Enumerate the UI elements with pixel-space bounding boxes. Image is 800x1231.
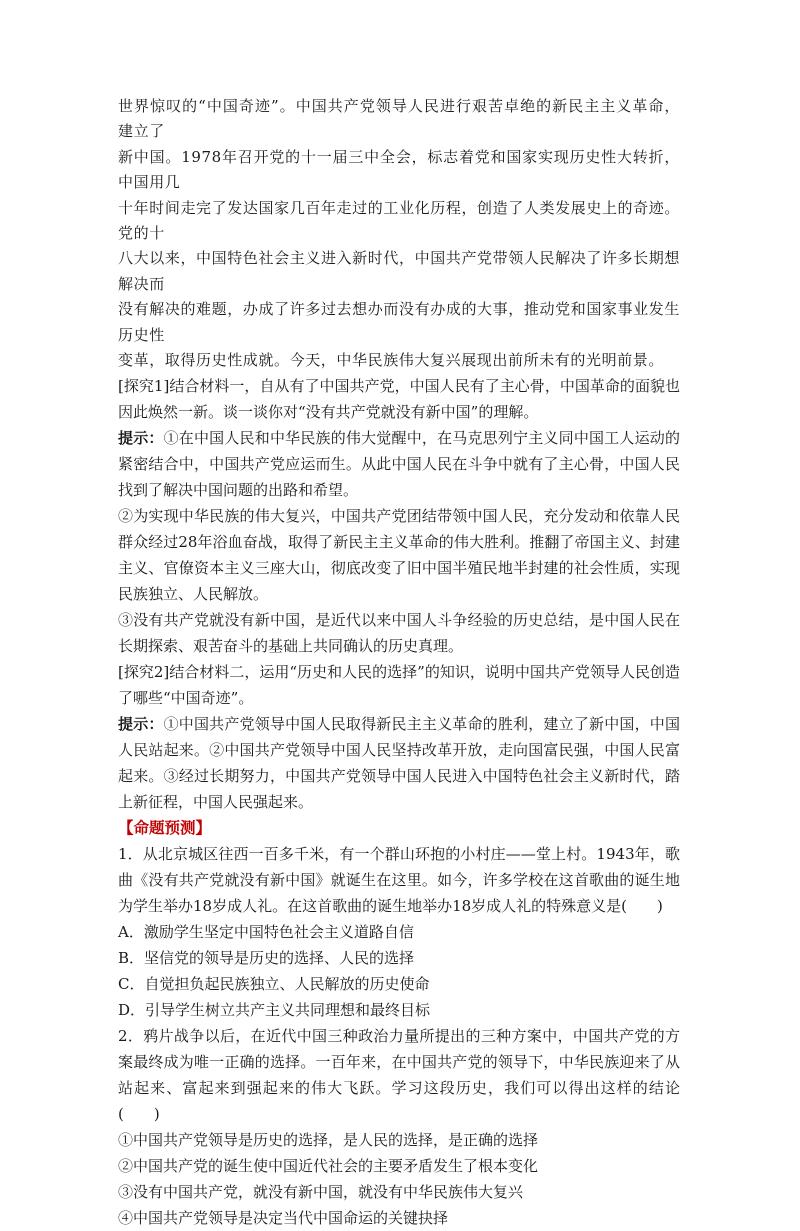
explore-1-question: [探究1]结合材料一，自从有了中国共产党，中国人民有了主心骨，中国革命的面貌也因此焕然一新。谈一谈你对“没有共产党就没有新中国”的理解。 bbox=[118, 377, 680, 422]
explore-1 bbox=[118, 373, 680, 659]
explore-2-hint bbox=[118, 711, 680, 815]
question-1 bbox=[118, 841, 680, 1023]
question-1-option-b: B．坚信党的领导是历史的选择、人民的选择 bbox=[118, 949, 415, 968]
hint-text: ①中国共产党领导中国人民取得新民主主义革命的胜利，建立了新中国，中国人民站起来。②中国共产党领导中国人民坚持改革开放，走向国富民强，中国人民富起来。③经过长期努力，中国共产党领导中国人民进入中国特色社会主义新时代，踏上新征程，中国人民强起来。 bbox=[118, 715, 680, 812]
explore-1-hint-1 bbox=[118, 425, 680, 503]
material-line: 新中国。1978年召开党的十一届三中全会，标志着党和国家实现历史性大转折，中国用几 bbox=[118, 147, 680, 192]
question-2-statement-4: ④中国共产党领导是决定当代中国命运的关键抉择 bbox=[118, 1209, 449, 1228]
question-1-option-a: A．激励学生坚定中国特色社会主义道路自信 bbox=[118, 923, 414, 942]
material-line: 八大以来，中国特色社会主义进入新时代，中国共产党带领人民解决了许多长期想解决而 bbox=[118, 249, 680, 293]
question-2-stem: 2．鸦片战争以后，在近代中国三种政治力量所提出的三种方案中，中国共产党的方案最终成为唯一正确的选择。一百年来，在中国共产党的领导下，中华民族迎来了从站起来、富起来到强起来的伟大飞跃。学习这段历史，我们可以得出这样的结论( ) bbox=[118, 1027, 680, 1124]
hint-label: 提示： bbox=[118, 429, 164, 448]
material-line: 变革，取得历史性成就。今天，中华民族伟大复兴展现出前所未有的光明前景。 bbox=[118, 351, 665, 370]
material-two-text bbox=[118, 94, 680, 373]
explore-1-hint-2: ②为实现中华民族的伟大复兴，中国共产党团结带领中国人民，充分发动和依靠人民群众经过28年浴血奋战，取得了新民主主义革命的伟大胜利。推翻了帝国主义、封建主义、官僚资本主义三座大山，彻底改变了旧中国半殖民地半封建的社会性质，实现民族独立、人民解放。 bbox=[118, 507, 680, 604]
hint-label: 提示： bbox=[118, 715, 164, 734]
material-line: 世界惊叹的“中国奇迹”。中国共产党领导人民进行艰苦卓绝的新民主主义革命，建立了 bbox=[118, 97, 680, 141]
explore-2-question: [探究2]结合材料二，运用“历史和人民的选择”的知识，说明中国共产党领导人民创造了哪些“中国奇迹”。 bbox=[118, 663, 680, 708]
question-2 bbox=[118, 1023, 680, 1231]
material-line: 没有解决的难题，办成了许多过去想办而没有办成的大事，推动党和国家事业发生历史性 bbox=[118, 300, 680, 344]
material-line: 十年时间走完了发达国家几百年走过的工业化历程，创造了人类发展史上的奇迹。党的十 bbox=[118, 198, 680, 243]
explore-1-hint-3: ③没有共产党就没有新中国，是近代以来中国人斗争经验的历史总结，是中国人民在长期探索、艰苦奋斗的基础上共同确认的历史真理。 bbox=[118, 611, 680, 656]
section-title: 【命题预测】 bbox=[118, 818, 212, 838]
explore-2 bbox=[118, 659, 680, 815]
question-1-option-d: D．引导学生树立共产主义共同理想和最终目标 bbox=[118, 1001, 431, 1020]
question-1-stem: 1．从北京城区往西一百多千米，有一个群山环抱的小村庄——堂上村。1943年，歌曲《没有共产党就没有新中国》就诞生在这里。如今，许多学校在这首歌曲的诞生地为学生举办18岁成人礼。在这首歌曲的诞生地举办18岁成人礼的特殊意义是( ) bbox=[118, 845, 680, 916]
question-2-statement-3: ③没有中国共产党，就没有新中国，就没有中华民族伟大复兴 bbox=[118, 1183, 524, 1202]
question-2-statement-1: ①中国共产党领导是历史的选择，是人民的选择，是正确的选择 bbox=[118, 1131, 539, 1150]
hint-text: ①在中国人民和中华民族的伟大觉醒中，在马克思列宁主义同中国工人运动的紧密结合中，中国共产党应运而生。从此中国人民在斗争中就有了主心骨，中国人民找到了解决中国问题的出路和希望。 bbox=[118, 429, 680, 500]
question-2-statement-2: ②中国共产党的诞生使中国近代社会的主要矛盾发生了根本变化 bbox=[118, 1157, 539, 1176]
question-1-option-c: C．自觉担负起民族独立、人民解放的历史使命 bbox=[118, 975, 430, 994]
